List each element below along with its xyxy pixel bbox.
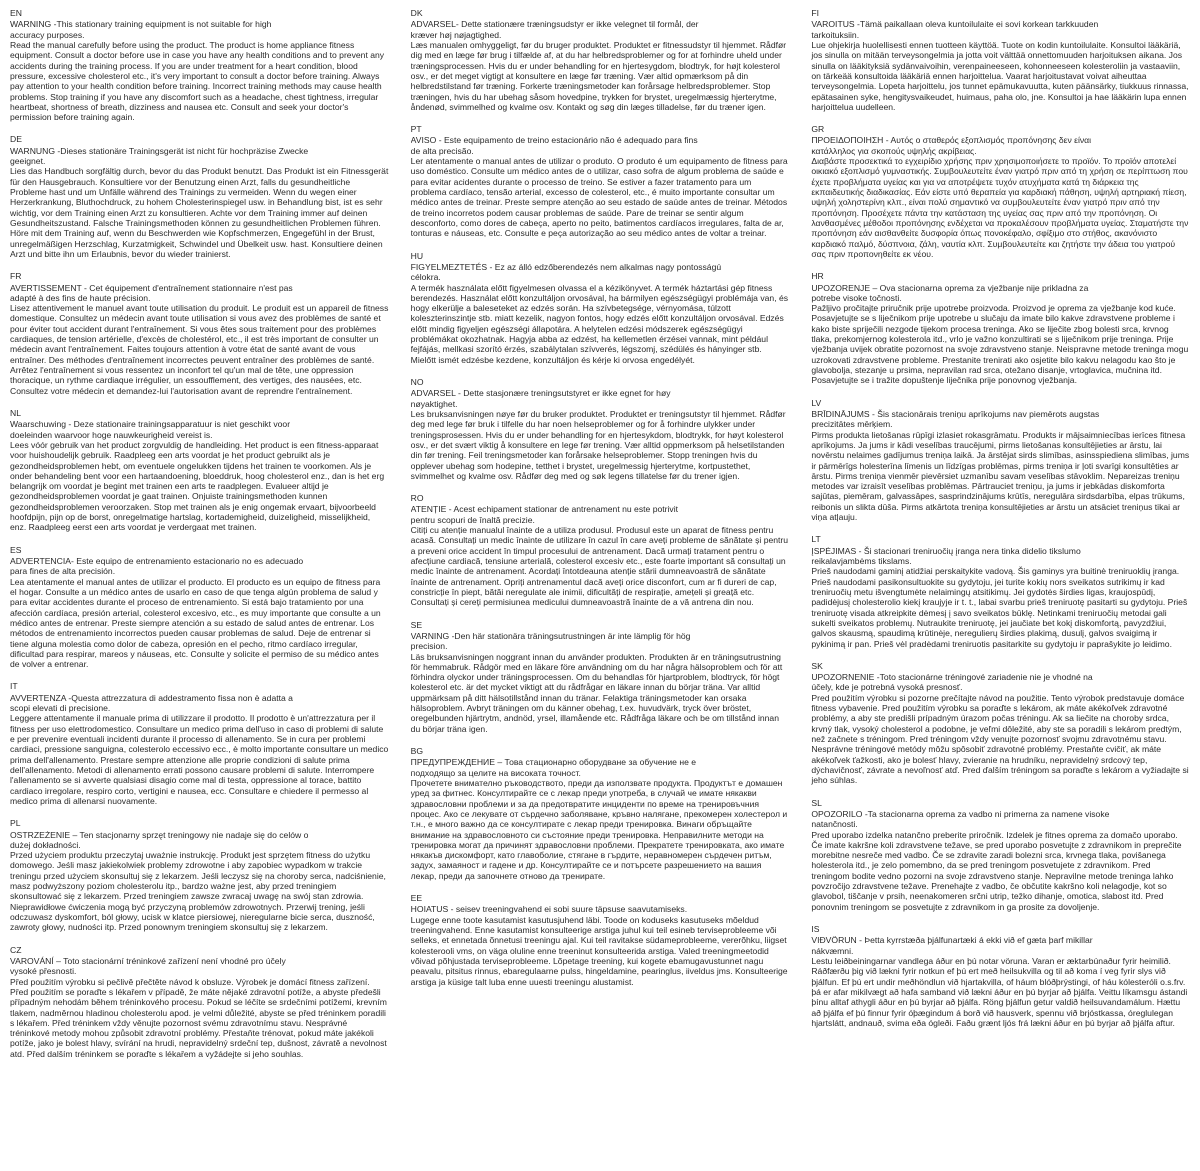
warning-heading: ATENȚIE - Acest echipament stationar de antrenament nu este potrivit pentru scopuri de înaltă precizie. xyxy=(410,504,679,525)
language-section-it xyxy=(10,681,389,806)
language-code: PT xyxy=(410,124,422,135)
warning-heading: BRĪDINĀJUMS - Šis stacionārais treniņu aprīkojums nav piemērots augstas precizitātes mērķiem. xyxy=(811,408,1100,430)
warning-heading: OPOZORILO -Ta stacionarna oprema za vadbo ni primerna za namene visoke natančnosti. xyxy=(811,808,1110,830)
warning-heading: HOIATUS - seisev treeningvahend ei sobi suure täpsuse saavutamiseks. xyxy=(410,904,688,915)
warning-heading: ADVARSEL- Dette stationære træningsudstyr er ikke velegnet til formål, der kræver høj nøjagtighed. xyxy=(410,19,699,40)
language-section-is xyxy=(811,924,1190,1028)
language-code: EN xyxy=(10,8,22,18)
warning-body-text: Lestu leiðbeiningarnar vandlega áður en þú notar vöruna. Varan er æktarbúnaður fyrir heimilið. Ráðfærðu þig við lækni fyrir notkun ef þú ert með heilsukvilla og til að koma í veg fyrir slys við þjálfun. Ef þú ert undir meðhöndlun við hjartakvilla, of háum blóðþrýstingi, of háu kólesteróli o.s.frv. þá er afar mikilvægt að hafa samband við lækni áður en þú byrjar að þjálfa. Veittu líkamsgu ástandi þínu alltaf athygli áður en þú byrjar að þjálfa. Röng þjálfun getur valdið heilsuvandamálum. Hættu að þjálfa ef þú finnur fyrir óþægindum á borð við hausverk, spennu við brjóstkassa, óreglulegan hjartslátt, andnauð, svima eða ógleði. Faðu grænt ljós frá lækni áður en þú byrjar að þjálfa aftur. xyxy=(811,955,1188,1028)
language-section-fi xyxy=(811,8,1190,112)
language-code: HR xyxy=(811,271,824,282)
warning-body-text: Citiți cu atenție manualul înainte de a utiliza produsul. Produsul este un aparat de fitness pentru acasă. Consultați un medic înainte de utilizare în cazul în care aveți probleme de sănătate și pentru a preveni orice accident în timpul procesului de antrenament. Dacă urmați tratament pentru o afecțiune cardiacă, tensiune arterială, colesterol excesiv etc., este foarte important să consultați un medic înainte de antrenament. Acordați întotdeauna atenție stării dumneavoastră de sănătate înainte de antrenament. Opriți antrenamentul dacă aveți orice disconfort, cum ar fi dureri de cap, constricție în piept, bătăi neregulate ale inimii, dificultăți de respirație, amețeli și greață etc. Consultați și cereți permisiunea medicului dumneavoastră înainte de a vă antrena din nou. xyxy=(410,525,789,608)
warning-body-text: Leggere attentamente il manuale prima di utilizzare il prodotto. Il prodotto è un'attrezzatura per il fitness per uso elettrodomestico. Consultare un medico prima dell'uso in caso di problemi di salute e per prevenire eventuali incidenti durante il processo di allenamento. Se in cura per problemi cardiaci, pressione sanguigna, colesterolo eccessivo ecc., è molto importante consultare un medico prima dell'allenamento. Prestare sempre attenzione alle proprie condizioni di salute prima dell'allenamento. Metodi di allenamento errati possono causare problemi di salute. Interrompere l'allenamento se si avverte qualsiasi disagio come mal di testa, oppressione al torace, battito cardiaco irregolare, respiro corto, vertigini e nausea, ecc. Consultare e chiedere il permesso al medico prima di allenarsi nuovamente. xyxy=(10,713,389,806)
language-section-ee xyxy=(411,893,790,987)
column-right xyxy=(811,8,1190,1171)
language-code: PL xyxy=(10,818,21,829)
warning-heading: VAROVÁNÍ – Toto stacionární tréninkové zařízení není vhodné pro účely vysoké přesnosti. xyxy=(10,955,286,977)
language-section-lv xyxy=(811,398,1190,523)
warning-heading: ADVARSEL - Dette stasjonære treningsutstyret er ikke egnet for høy nøyaktighet. xyxy=(410,388,671,409)
warning-body-text: Lies das Handbuch sorgfältig durch, bevor du das Produkt benutzt. Das Produkt ist ein Fitnessgerät für den Hausgebrauch. Konsultiere vor der Benutzung einen Arzt, falls du gesundheitliche Probleme hast und um Unfälle während des Trainings zu vermeiden. Wenn du wegen einer Herzerkrankung, Bluthochdruck, zu hohem Cholesterinspiegel usw. in Behandlung bist, ist es sehr wichtig, vor dem Training einen Arzt zu konsultieren. Achte vor dem Training immer auf deinen Gesundheitszustand. Falsche Trainingsmethoden können zu gesundheitlichen Problemen führen. Höre mit dem Training auf, wenn du Beschwerden wie Kopfschmerzen, Engegefühl in der Brust, unregelmäßigen Herzschlag, Kurzatmigkeit, Schwindel und Übelkeit usw. hast. Konsultiere deinen Arzt und bitte ihn um Erlaubnis, bevor du wieder trainierst. xyxy=(10,166,389,259)
warning-body-text: Przed użyciem produktu przeczytaj uważnie instrukcję. Produkt jest sprzętem fitness do użytku domowego. Jeśli masz jakiekolwiek problemy zdrowotne i aby zapobiec wypadkom w trakcie treningu przed użyciem skonsultuj się z lekarzem. Jeśli leczysz się na choroby serca, nadciśnienie, masz podwyższony poziom cholesterolu itp., bardzo ważne jest, aby przed treningiem skonsultować się z lekarzem. Przed treningiem zawsze zwracaj uwagę na swój stan zdrowia. Nieprawidłowe ćwiczenia mogą być przyczyną problemów zdrowotnych. Przerwij trening, jeśli odczuwasz dyskomfort, ból głowy, ucisk w klatce piersiowej, nieregularne bicie serca, duszność, zawroty głowy, nudności itp. Przed ponownym treningiem skonsultuj się z lekarzem. xyxy=(10,850,386,933)
warning-heading: ПРЕДУПРЕЖДЕНИЕ – Това стационарно оборудване за обучение не е подходящо за целите на високата точност. xyxy=(410,757,697,778)
warning-body-text: Lea atentamente el manual antes de utilizar el producto. El producto es un equipo de fitness para el hogar. Consulte a un médico antes de usarlo en caso de que tenga algún problema de salud y para evitar accidentes durante el proceso de entrenamiento. Si está bajo tratamiento por una afección cardíaca, presión arterial, colesterol excesivo, etc., es muy importante que consulte a un médico antes de entrenar. Preste siempre atención a su estado de salud antes de entrenar. Los métodos de entrenamiento incorrectos pueden causar problemas de salud. Deje de entrenar si tiene alguna molestia como dolor de cabeza, opresión en el pecho, ritmo cardíaco irregular, dificultad para respirar, mareos y náuseas, etc. Consulte y solicite el permiso de su médico antes de volver a entrenar. xyxy=(10,576,381,670)
warning-heading: ADVERTENCIA- Este equipo de entrenamiento estacionario no es adecuado para fines de alta precisión. xyxy=(10,556,304,577)
warning-heading: UPOZORENJE – Ova stacionarna oprema za vježbanje nije prikladna za potrebe visoke točnosti. xyxy=(811,282,1089,303)
warning-body-text: Lisez attentivement le manuel avant toute utilisation du produit. Le produit est un appareil de fitness domestique. Consultez un médecin avant toute utilisation si vous avez des problèmes de santé et pour éviter tout accident durant l'entraînement. Si vous êtes sous traitement pour des problèmes cardiaques, de tension artérielle, d'excès de cholestérol, etc., il est très important de consulter un médecin avant l'entraînement. Faites toujours attention à votre état de santé avant de vous entraîner. Des méthodes d'entraînement incorrectes peuvent entraîner des problèmes de santé. Arrêtez l'entraînement si vous ressentez un inconfort tel qu'un mal de tête, une oppression thoracique, un rythme cardiaque irrégulier, un essoufflement, des vertiges, des nausées, etc. Consultez votre médecin et demandez-lui l'autorisation avant de reprendre l'entraînement. xyxy=(10,303,389,396)
language-code: IS xyxy=(811,924,820,934)
language-code: GR xyxy=(811,124,825,135)
language-section-pt xyxy=(411,124,790,238)
warning-heading: Waarschuwing - Deze stationaire trainingsapparatuur is niet geschikt voor doeleinden waarvoor hoge nauwkeurigheid vereist is. xyxy=(10,419,291,440)
language-code: FR xyxy=(10,271,22,282)
language-section-pl xyxy=(10,818,389,932)
warning-body-text: Pirms produkta lietošanas rūpīgi izlasiet rokasgrāmatu. Produkts ir mājsaimniecības ierīces fitnesa aprīkojums. Ja jums ir kādi veselības traucējumi, pirms lietošanas konsultējieties ar ārstu, lai novērstu nelaimes gadījumus treniņa laikā. Ja ārstējat sirds slimības, asinsspiediena slimības, jums ir pārmērīgs holesterīna līmenis un līdzīgas problēmas, pirms treniņa ir ļoti svarīgi konsultēties ar ārstu. Pirms treniņa vienmēr pievērsiet uzmanību savam veselības stāvoklim. Nepareizas treniņu metodes var izraisīt veselības problēmas. Pārtrauciet treniņu, ja jums ir jebkādas diskomforta sajūtas, piemēram, galvassāpes, sasprindzinājums krūtīs, neregulāra sirdsdarbība, elpas trūkums, reibonis un slikta dūša. Pirms atkārtota treniņa konsultējieties ar ārstu un atsāciet treniņus tikai ar viņa atļauju. xyxy=(811,429,1190,523)
language-section-dk xyxy=(411,8,790,112)
warning-heading: AVISO - Este equipamento de treino estacionário não é adequado para fins de alta precisão. xyxy=(410,135,698,156)
language-section-bg xyxy=(411,746,790,881)
language-code: DK xyxy=(410,8,423,18)
language-section-cz xyxy=(10,945,389,1059)
language-code: LV xyxy=(811,397,822,408)
warning-body-text: Les bruksanvisningen nøye før du bruker produktet. Produktet er treningsutstyr til hjemmet. Rådfør deg med lege før bruk i tilfelle du har noen helseproblemer og for å forhindre ulykker under treningsprosessen. Hvis du er under behandling for en hjertesykdom, blodtrykk, for høyt kolesterol osv., er det svært viktig å konsultere en lege før trening. Vær alltid oppmerksom på helsetilstanden din før trening. Feil treningsmetoder kan forårsake helseproblemer. Stopp treningen hvis du opplever ubehag som hodepine, tetthet i brystet, uregelmessig hjerterytme, kortpustethet, svimmelhet og kvalme osv. Rådfør deg med og søk legens tillatelse før du trener igjen. xyxy=(410,408,786,481)
language-code: LT xyxy=(811,534,821,545)
warning-body-text: Lugege enne toote kasutamist kasutusjuhend läbi. Toode on koduseks kasutuseks mõeldud treeningvahend. Enne kasutamist konsulteerige arstiga juhul kui teil esineb terviseprobleeme või selleks, et ennetada õnnetusi treeningu ajal. Kui teil ravitakse südameprobleeme, vererõhku, liigset kolesterooli vms, on väga oluline enne treeninut konsulteerida arstiga. Valed treeningmeetodid võivad põhjustada terviseprobleeme. Lõpetage treening, kui kogete ebamugavustunnet nagu peavalu, pitsitus rinnus, ebaregulaarne pulss, hingeldamine, pearinglus, iiveldus jms. Konsulteerige arstiga ja küsige talt luba enne uuesti treeningu alustamist. xyxy=(410,914,788,987)
warning-body-text: Lees vóór gebruik van het product zorgvuldig de handleiding. Het product is een fitness-apparaat voor huishoudelijk gebruik. Raadpleeg een arts voordat je het product gebruikt als je gezondheidsproblemen hebt, om eventuele ongelukken tijdens het trainen te voorkomen. Als je onder behandeling bent voor een hartaandoening, bloeddruk, hoog cholesterol enz., dan is het erg belangrijk om voordat je begint met trainen een arts te raadplegen. Evalueer altijd je gezondheidsproblemen voordat je gaat trainen. Onjuiste trainingsmethoden kunnen gezondheidsproblemen veroorzaken. Stop met trainen als je enig ongemak ervaart, bijvoorbeeld hoofdpijn, pijn op de borst, onregelmatige hartslag, kortademigheid, duizeligheid, misselijkheid, enz. Raadpleeg eerst een arts voordat je verdergaat met trainen. xyxy=(10,439,385,533)
warning-body-text: Lue ohjekirja huolellisesti ennen tuotteen käyttöä. Tuote on kodin kuntoilulaite. Konsultoi lääkäriä, jos sinulla on mitään terveysongelmia ja jotta voit välttää onnettomuuden harjoituksen aikana. Jos sinulla on lääkityksiä sydänvaivoihin, verenpaineeseen, kohonneeseen kolesteroliin ja vastaaviin, on tärkeää konsultoida lääkäriä ennen harjoittelua. Vaarat harjoitustavat voivat aiheuttaa terveysongelmia. Lopeta harjoittelu, jos tunnet epämukavuutta, kuten päänsärky, tiukkuus rinnassa, epätasainen syke, hengitysvaikeudet, huimaus, paha olo, jne. Konsultoi ja hae lääkärin lupa ennen harjoittelua uudelleen. xyxy=(811,39,1189,112)
language-section-ro xyxy=(411,493,790,607)
column-middle xyxy=(411,8,790,1171)
warning-body-text: Před použitím výrobku si pečlivě přečtěte návod k obsluze. Výrobek je domácí fitness zařízení. Před použitím se poraďte s lékařem v případě, že máte nějaké zdravotní potíže, a abyste předešli případným nehodám během tréninkového procesu. Pokud se léčíte se srdečními potížemi, krevním tlakem, nadměrnou hladinou cholesterolu apod. je velmi důležité, abyste se před tréninkem poradili s lékařem. Před tréninkem vždy věnujte pozornost svému zdravotnímu stavu. Nesprávné tréninkové metody mohou způsobit zdravotní problémy. Přestaňte trénovat, pokud máte jakékoli potíže, jako je bolest hlavy, svírání na hrudi, nepravidelný srdeční tep, dušnost, závratě a nevolnost atd. Před dalším tréninkem se poraďte s lékařem a vyžádejte si jeho souhlas. xyxy=(10,976,387,1059)
language-section-es xyxy=(10,545,389,670)
warning-heading: WARNING -This stationary training equipment is not suitable for high accuracy purposes. xyxy=(10,19,272,40)
language-code: ES xyxy=(10,544,22,555)
warning-heading: AVVERTENZA -Questa attrezzatura di addestramento fissa non è adatta a scopi elevati di precisione. xyxy=(10,692,293,714)
language-section-en xyxy=(10,8,389,122)
language-section-gr xyxy=(811,124,1190,259)
warning-heading: WARNUNG -Dieses stationäre Trainingsgerät ist nicht für hochpräzise Zwecke geeignet. xyxy=(10,145,309,167)
warning-heading: VAROITUS -Tämä paikallaan oleva kuntoilulaite ei sovi korkean tarkkuuden tarkoituksiin. xyxy=(811,19,1099,40)
warning-body-text: Διαβάστε προσεκτικά το εγχειρίδιο χρήσης πριν χρησιμοποιήσετε το προϊόν. Το προϊόν αποτελεί οικιακό εξοπλισμό γυμναστικής. Συμβουλευτείτε έναν γιατρό πριν από τη χρήση σε περίπτωση που έχετε προβλήματα υγείας και για να αποτρέψετε τυχόν ατυχήματα κατά τη διάρκεια της εκπαιδευτικής διαδικασίας. Εάν είστε υπό θεραπεία για καρδιακή πάθηση, υψηλή αρτηριακή πίεση, υψηλή χοληστερίνη κλπ., είναι πολύ σημαντικό να συμβουλευτείτε έναν γιατρό πριν από την προπόνηση. Προσέχετε πάντα την κατάσταση της υγείας σας πριν από την προπόνηση. Οι λανθασμένες μέθοδοι προπόνησης ενδέχεται να προκαλέσουν προβλήματα υγείας. Σταματήστε την προπόνηση εάν αισθανθείτε δυσφορία όπως πονοκέφαλο, σφίξιμο στο στήθος, ακανόνιστο καρδιακό παλμό, δύσπνοια, ζάλη, ναυτία κλπ. Συμβουλευτείτε και ζητήστε την άδεια του γιατρού σας πριν προπονηθείτε εκ νέου. xyxy=(811,156,1189,259)
language-section-se xyxy=(411,620,790,734)
warning-heading: VIÐVÖRUN - Þetta kyrrstæða þjálfunartæki á ekki við ef gæta þarf mikillar nákvæmni. xyxy=(811,935,1093,956)
language-section-no xyxy=(411,377,790,481)
language-code: SE xyxy=(410,619,423,630)
language-section-hu xyxy=(411,251,790,365)
language-section-sl xyxy=(811,798,1190,912)
language-code: RO xyxy=(410,493,424,504)
warning-body-text: Läs bruksanvisningen noggrant innan du använder produkten. Produkten är en träningsutrustning för hemmabruk. Rådgör med en läkare före användning om du har några hälsoproblem och för att förhindra olyckor under träningsprocessen. Om du behandlas för hjartproblem, blodtryck, för högt kolesterol etc. är det mycket viktigt att du rådfrågar en läkare innan du börjar träna. Var alltid uppmärksam på ditt hälsotillstånd innan du tränar. Felaktiga träningsmetoder kan orsaka hälsoproblem. Avbryt träningen om du känner obehag, t.ex. huvudvärk, tryck över bröstet, oregelbunden hjärtrytm, andnöd, yrsel, illamående etc. Rådfråga läkare och be om tillstånd innan du börjar träna igen. xyxy=(410,651,783,734)
language-code: NL xyxy=(10,407,21,418)
warning-body-text: Pažljivo pročitajte priručnik prije upotrebe proizvoda. Proizvod je oprema za vježbanje kod kuće. Posavjetujte se s liječnikom prije upotrebe u slučaju da imate bilo kakve zdravstvene probleme i kako biste spriječili nezgode tijekom procesa treninga. Ako se liječite zbog bolesti srca, krvnog tlaka, prekomjernog kolesterola itd., vrlo je važno konzultirati se s liječnikom prije treninga. Prije vježbanja uvijek obratite pozornost na svoje zdravstveno stanje. Neispravne metode treninga mogu uzrokovati zdravstvene probleme. Prestanite trenirati ako osjetite bilo kakvu nelagodu kao što je glavobolja, stezanje u prsima, nepravilan rad srca, otežano disanje, vrtoglavica, mučnina itd. Posavjetujte se i tražite dopuštenje liječnika prije ponovnog vježbanja. xyxy=(811,303,1189,386)
language-code: CZ xyxy=(10,944,22,955)
warning-body-text: Læs manualen omhyggeligt, før du bruger produktet. Produktet er fitnessudstyr til hjemmet. Rådfør dig med en læge før brug i tilfælde af, at du har helbredsproblemer og for at forhindre uheld under træningsprocessen. Hvis du er under behandling for en hjertesygdom, blodtryk, for højt kolesterol osv., er det meget vigtigt at konsultere en læge før træning. Vær altid opmærksom på din helbredstilstand før træning. Forkerte træningsmetoder kan forårsage helbredsproblemer. Stop træningen, hvis du har ubehag såsom hovedpine, trykken for brystet, uregelmæssig hjerterytme, åndenød, svimmelhed og kvalme osv. Kontakt og søg din læges tilladelse, før du træner igen. xyxy=(410,39,787,112)
language-section-nl xyxy=(10,408,389,533)
warning-heading: ΠΡΟΕΙΔΟΠΟΙΗΣΗ - Αυτός ο σταθερός εξοπλισμός προπόνησης δεν είναι κατάλληλος για σκοπούς υψηλής ακρίβειας. xyxy=(811,135,1092,156)
warning-body-text: Pred uporabo izdelka natančno preberite priročnik. Izdelek je fitnes oprema za domačo uporabo. Če imate kakršne koli zdravstvene težave, se pred uporabo posvetujte z zdravnikom in preprečite morebitne nesreče med vadbo. Če se zdravite zaradi bolezni srca, krvnega tlaka, povišanega holesterola itd., je zelo pomembno, da se pred treningom posvetujete z zdravnikom. Pred treningom bodite vedno pozorni na svoje zdravstveno stanje. Nepravilne metode treninga lahko povzročijo zdravstvene težave. Prenehajte z vadbo, če občutite kakršno koli nelagodje, kot so glavobol, tiščanje v prsih, neenakomeren srčni utrip, težko dihanje, omotica, slabost itd. Pred ponovnim treningom se posvetujte z zdravnikom in ga prosite za dovoljenje. xyxy=(811,829,1182,912)
warning-heading: UPOZORNENIE -Toto stacionárne tréningové zariadenie nie je vhodné na účely, kde je potrebná vysoká presnosť. xyxy=(811,672,1093,693)
language-section-lt xyxy=(811,534,1190,648)
warning-heading: FIGYELMEZTETÉS - Ez az álló edzőberendezés nem alkalmas nagy pontosságú célokra. xyxy=(410,261,722,283)
language-section-sk xyxy=(811,661,1190,786)
language-code: NO xyxy=(410,377,424,387)
warning-body-text: A termék használata előtt figyelmesen olvassa el a kézikönyvet. A termék háztartási gép fitness berendezés. Használat előtt konzultáljon orvosával, ha bármilyen egészségügyi problémája van, és hogy elkerülje a baleseteket az edzés során. Ha szívbetegsége, vérnyomása, túlzott koleszterinszintje stb. miatt kezelik, nagyon fontos, hogy edzés előtt konzultáljon orvosával. Edzés előtt mindig figyeljen egészségi állapotára. A helytelen edzési módszerek egészségügyi problémákat okozhatnak. Hagyja abba az edzést, ha kellemetlen érzései vannak, mint például fejfájás, mellkasi szorító érzés, szabálytalan szívverés, légszomj, szédülés és hányinger stb. Mielőtt ismét edzésbe kezdene, konzultáljon és kérje ki orvosa engedélyét. xyxy=(410,282,789,365)
warning-heading: AVERTISSEMENT - Cet équipement d'entraînement stationnaire n'est pas adapté à des fins de haute précision. xyxy=(10,282,293,303)
warning-heading: VARNING -Den här stationära träningsutrustningen är inte lämplig för hög precision. xyxy=(410,630,691,652)
language-code: EE xyxy=(410,893,423,904)
warning-heading: ĮSPĖJIMAS - Ši stacionari treniruočių įranga nera tinka didelio tikslumo reikalavjambėms tikslams. xyxy=(811,545,1081,566)
warning-body-text: Pred použitím výrobku si pozorne prečítajte návod na použitie. Tento výrobok predstavuje domáce fitness vybavenie. Pred použitím výrobku sa poraďte s lekárom, ak máte akékoľvek zdravotné problémy, a aby ste predišli prípadným úrazom počas tréningu. Ak sa liečite na choroby srdca, krvný tlak, vysoký cholesterol a podobne, je veľmi dôležité, aby ste sa poradili s lekárom predtým, než začnete s tréningom. Pred tréningom vždy venujte pozornosť svojmu zdravotnému stavu. Nesprávne tréningové metódy môžu spôsobiť zdravotné problémy. Prestaňte cvičiť, ak máte akékoľvek ťažkosti, ako je bolesť hlavy, zvieranie na hrudníku, nepravidelný srdcový tep, dýchavičnosť, závrate a nevoľnosť atď. Pred ďalším tréningom sa poraďte s lekárom a vyžiadajte si jeho súhlas. xyxy=(811,692,1189,786)
warning-body-text: Prieš naudodami gaminį atidžiai perskaitykite vadovą. Šis gaminys yra buitinė treniruoklių įranga. Prieš naudodami pasikonsultuokite su gydytoju, jei turite kokių nors sveikatos sutrikimų ir kad treniruočių metu išvengtumėte nelaimingų atsitikimų. Jei gydotės širdies ligas, kraujospūdį, padidėjusį cholesterolio kiekį kraujyje ir t. t., labai svarbu prieš treniruotę pasitarti su gydytoju. Prieš treniruotę visada atkreipkite dėmesį į savo sveikatos būklę. Netinkami treniruočių metodai gali sukelti sveikatos problemų. Nutraukite treniruotę, jei jaučiate bet kokį diskomfortą, pavyzdžiui, galvos skausmą, spaudimą krūtinėje, neregulierų širdies plakimą, dusulį, galvos svaigimą ir pykinimą ir pan. Prieš vėl pradėdami treniruotis pasitarkite su gydytoju ir paprašykite jo leidimo. xyxy=(811,566,1188,649)
language-code: SL xyxy=(811,797,822,808)
language-code: IT xyxy=(10,681,18,692)
language-code: BG xyxy=(410,746,424,756)
language-code: SK xyxy=(811,660,823,671)
warning-body-text: Read the manual carefully before using the product. The product is home appliance fitness equipment. Consult a doctor before use in case you have any health conditions and to prevent any accidents during the training process. If you are under treatment for a heart condition, blood pressure, excessive cholesterol etc., it's very important to consult a doctor before training. Always pay attention to your health condition before training. Incorrect training methods may cause health problems. Stop training if you have any discomfort such as a headache, chest tightness, irregular heartbeat, shortness of breath, dizziness and nausea etc. Consult and seek your doctor's permission before training again. xyxy=(10,39,385,123)
language-section-de xyxy=(10,134,389,259)
warning-body-text: Ler atentamente o manual antes de utilizar o produto. O produto é um equipamento de fitness para uso doméstico. Consulte um médico antes de o utilizar, caso sofra de algum problema de saúde e para evitar acidentes durante o processo de treino. Se estiver a fazer tratamento para um problema cardíaco, tensão arterial, excesso de colesterol, etc., é muito importante consultar um médico antes de treinar. Preste sempre atenção ao seu estado de saúde antes de treinar. Métodos de treino incorretos podem causar problemas de saúde. Pare de treinar se sentir algum desconforto, como dores de cabeça, aperto no peito, batimentos cardíacos irregulares, falta de ar, tonturas e náuseas, etc. Consulte e peça autorização ao seu médico antes de voltar a treinar. xyxy=(410,156,788,239)
language-code: FI xyxy=(811,8,819,18)
warning-body-text: Прочетете внимателно ръководството, преди да използвате продукта. Продуктът е домашен уред за фитнес. Консултирайте се с лекар преди употреба, в случай че имате някакви здравословни проблеми и за да предотвратите инциденти по време на тренировъчния процес. Ако се лекувате от сърдечно заболяване, кръвно налягане, прекомерен холестерол и т.н., е много важно да се консултирате с лекар преди тренировка. Винаги обръщайте внимание на здравословното си състояние преди тренировка. Неправилните методи на тренировка могат да причинят здравословни проблеми. Прекратете тренировката, ако имате някакъв дискомфорт, като главоболие, стягане в гърдите, неравномерен сърдечен ритъм, задух, замаяност и гадене и др. Консултирайте се и потърсете разрешението на вашия лекар, преди да започнете отново да тренирате. xyxy=(410,777,788,881)
column-left xyxy=(10,8,389,1171)
warning-heading: OSTRZEŻENIE – Ten stacjonarny sprzęt treningowy nie nadaje się do celów o dużej dokładności. xyxy=(10,829,309,850)
language-section-fr xyxy=(10,271,389,396)
language-section-hr xyxy=(811,271,1190,385)
language-code: DE xyxy=(10,134,22,145)
language-code: HU xyxy=(410,250,424,261)
